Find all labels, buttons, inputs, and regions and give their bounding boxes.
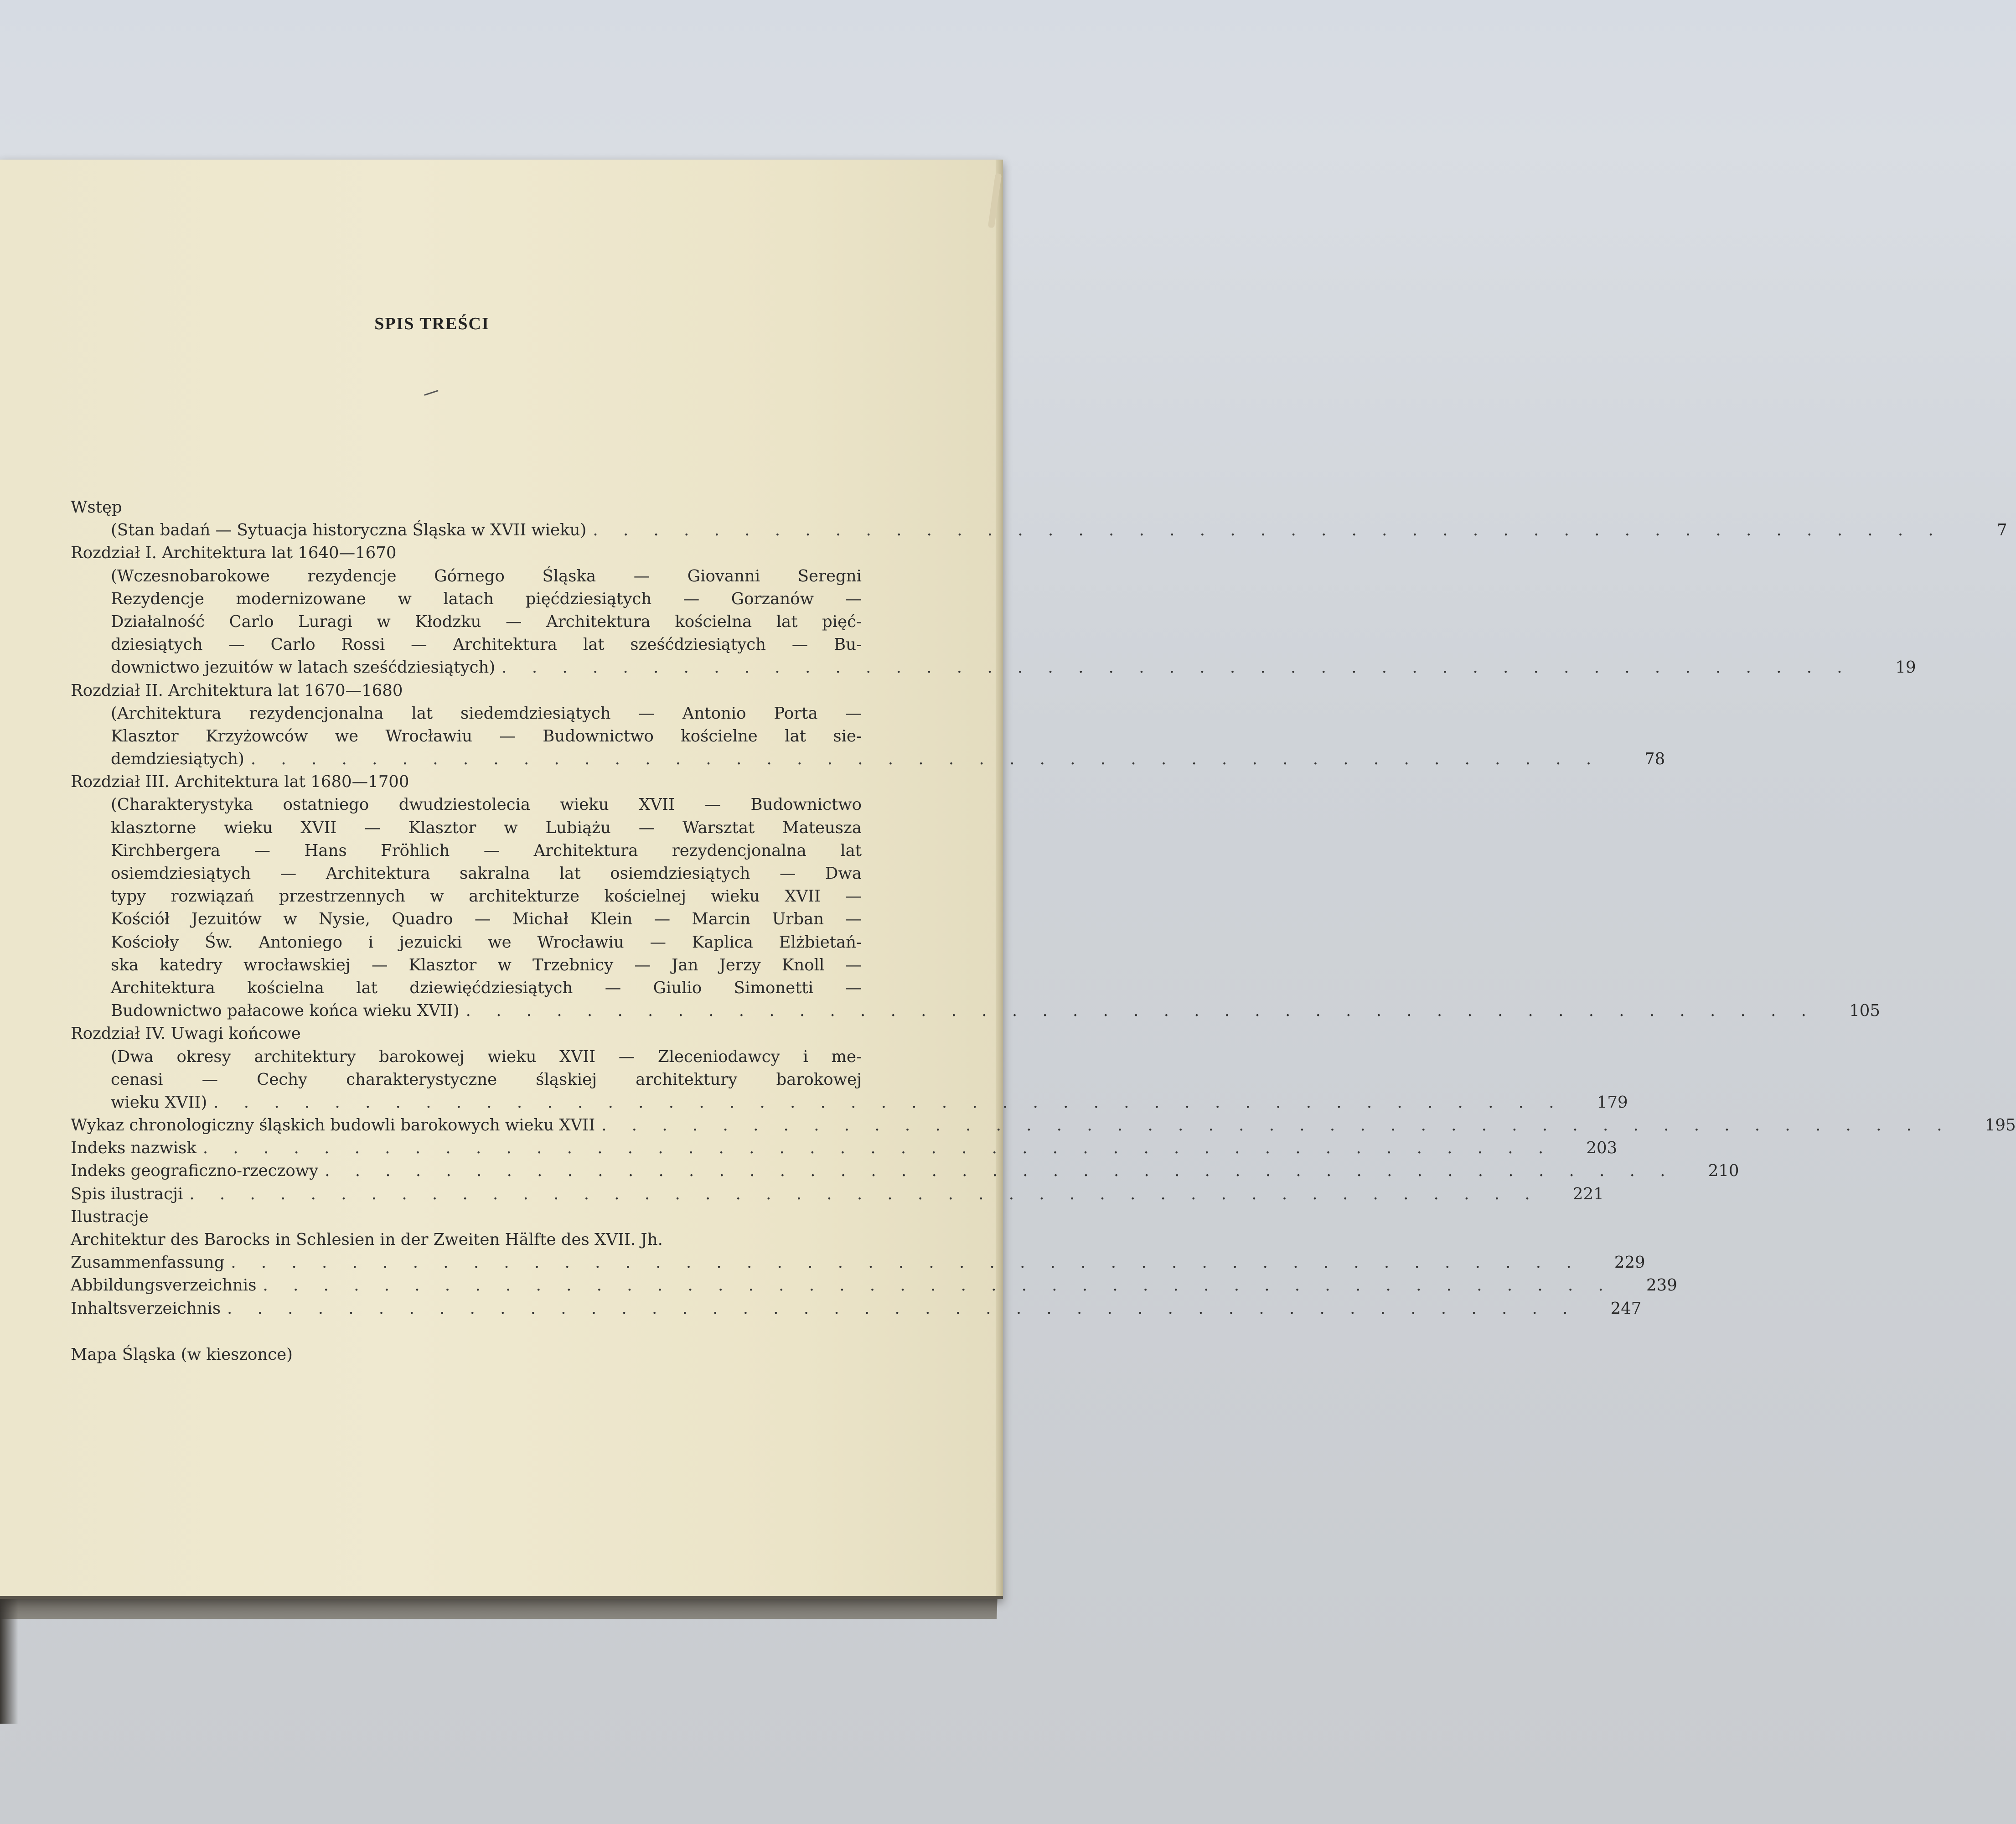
map-note: Mapa Śląska (w kieszonce) xyxy=(71,1345,293,1364)
toc-page-number: 229 xyxy=(1614,1253,1645,1272)
toc-entry-wstep: Wstęp xyxy=(71,498,122,517)
toc-page-number: 247 xyxy=(1610,1299,1642,1318)
toc-entry-abbildungsverzeichnis xyxy=(71,1274,1677,1297)
toc-chapter-1: Rozdział I. Architektura lat 1640—1670 xyxy=(71,544,397,563)
toc-chapter-2: Rozdział II. Architektura lat 1670—1680 xyxy=(71,681,403,700)
toc-entry-text: Inhaltsverzeichnis xyxy=(71,1299,221,1318)
toc-entry-text: Zusammenfassung xyxy=(71,1253,225,1272)
toc-desc-line: (Architektura rezydencjonalna lat siedemdziesiątych — Antonio Porta — xyxy=(111,704,862,723)
page-title: SPIS TREŚCI xyxy=(374,314,490,333)
toc-entry-ilustracje: Ilustracje xyxy=(71,1207,149,1226)
toc-entry-spis-ilustracji xyxy=(71,1183,1604,1206)
toc-desc-line: Kościół Jezuitów w Nysie, Quadro — Michał Klein — Marcin Urban — xyxy=(111,910,862,929)
toc-desc-line: ska katedry wrocławskiej — Klasztor w Trzebnicy — Jan Jerzy Knoll — xyxy=(111,955,862,974)
toc-desc-line: (Wczesnobarokowe rezydencje Górnego Śląska — Giovanni Seregni xyxy=(111,566,862,586)
toc-entry-text: Indeks nazwisk xyxy=(71,1139,196,1158)
toc-desc-line: Architektura kościelna lat dziewięćdziesiątych — Giulio Simonetti — xyxy=(111,978,862,997)
leader-dots: . . . . . . . . . . . . . . . . . . . . . . . . . . . . . . . . . . . . . . . . . . . . . xyxy=(202,1139,1554,1158)
toc-desc-line: Kirchbergera — Hans Fröhlich — Architektura rezydencjonalna lat xyxy=(111,841,862,860)
toc-desc-line: klasztorne wieku XVII — Klasztor w Lubiążu — Warsztat Mateusza xyxy=(111,818,862,837)
toc-entry-text: downictwo jezuitów w latach sześćdziesiątych) xyxy=(111,658,496,677)
toc-page-number: 221 xyxy=(1572,1184,1604,1203)
toc-page-number: 78 xyxy=(1644,750,1665,769)
leader-dots: . . . . . . . . . . . . . . . . . . . . . . . . . . . . . . . . . . . . . . . . . . . . . xyxy=(465,1001,1816,1021)
toc-desc-last-line xyxy=(71,1091,1628,1114)
leader-dots: . . . . . . . . . . . . . . . . . . . . . . . . . . . . . . . . . . . . . . . . . . . . . xyxy=(263,1276,1613,1295)
toc-entry-text: Budownictwo pałacowe końca wieku XVII) xyxy=(111,1001,460,1021)
leader-dots: . . . . . . . . . . . . . . . . . . . . . . . . . . . . . . . . . . . . . . . . . . . . . xyxy=(189,1184,1540,1203)
toc-entry-inhaltsverzeichnis xyxy=(71,1297,1642,1320)
leader-dots: . . . . . . . . . . . . . . . . . . . . . . . . . . . . . . . . . . . . . . . . . . . . . xyxy=(601,1116,1952,1135)
toc-page-number: 239 xyxy=(1646,1276,1677,1295)
toc-entry-text: Wykaz chronologiczny śląskich budowli barokowych wieku XVII xyxy=(71,1116,595,1135)
toc-page-number: 105 xyxy=(1849,1001,1880,1021)
toc-entry-wstep-desc xyxy=(71,519,2007,542)
toc-desc-line: osiemdziesiątych — Architektura sakralna lat osiemdziesiątych — Dwa xyxy=(111,864,862,883)
toc-desc-line: cenasi — Cechy charakterystyczne śląskiej architektury barokowej xyxy=(111,1070,862,1089)
toc-chapter-4: Rozdział IV. Uwagi końcowe xyxy=(71,1024,301,1043)
cover-shadow xyxy=(0,1587,18,1724)
toc-desc-line: Klasztor Krzyżowców we Wrocławiu — Budownictwo kościelne lat sie- xyxy=(111,726,862,746)
toc-chapter-3: Rozdział III. Architektura lat 1680—1700 xyxy=(71,772,409,792)
toc-entry-indeks-geo xyxy=(71,1160,1739,1182)
toc-desc-last-line xyxy=(71,1000,1880,1022)
table-of-contents xyxy=(71,496,2016,1320)
toc-entry-text: demdziesiątych) xyxy=(111,750,244,769)
page-edge xyxy=(996,160,1003,1596)
leader-dots: . . . . . . . . . . . . . . . . . . . . . . . . . . . . . . . . . . . . . . . . . . . . . xyxy=(231,1253,1582,1272)
toc-desc-line: Działalność Carlo Luragi w Kłodzku — Architektura kościelna lat pięć- xyxy=(111,612,862,631)
toc-page-number: 179 xyxy=(1597,1093,1628,1112)
leader-dots: . . . . . . . . . . . . . . . . . . . . . . . . . . . . . . . . . . . . . . . . . . . . . xyxy=(250,750,1602,769)
toc-entry-text: Abbildungsverzeichnis xyxy=(71,1276,257,1295)
toc-entry-text: Spis ilustracji xyxy=(71,1184,183,1203)
toc-entry-wykaz xyxy=(71,1114,2016,1137)
toc-page-number: 7 xyxy=(1997,521,2007,540)
toc-desc-line: (Dwa okresy architektury barokowej wieku XVII — Zleceniodawcy i me- xyxy=(111,1047,862,1066)
leader-dots: . . . . . . . . . . . . . . . . . . . . . . . . . . . . . . . . . . . . . . . . . . . . . xyxy=(593,521,1944,540)
toc-desc-line: dziesiątych — Carlo Rossi — Architektura lat sześćdziesiątych — Bu- xyxy=(111,635,862,654)
leader-dots: . . . . . . . . . . . . . . . . . . . . . . . . . . . . . . . . . . . . . . . . . . . . . xyxy=(213,1093,1564,1112)
leader-dots: . . . . . . . . . . . . . . . . . . . . . . . . . . . . . . . . . . . . . . . . . . . . . xyxy=(227,1299,1578,1318)
toc-entry-text: (Stan badań — Sytuacja historyczna Śląska w XVII wieku) xyxy=(111,521,587,540)
leader-dots: . . . . . . . . . . . . . . . . . . . . . . . . . . . . . . . . . . . . . . . . . . . . . xyxy=(501,658,1852,677)
toc-desc-last-line xyxy=(71,748,1665,771)
toc-desc-line: Rezydencje modernizowane w latach pięćdziesiątych — Gorzanów — xyxy=(111,589,862,608)
toc-desc-line: Kościoły Św. Antoniego i jezuicki we Wrocławiu — Kaplica Elżbietań- xyxy=(111,933,862,952)
toc-page-number: 210 xyxy=(1708,1161,1739,1181)
toc-desc-line: typy rozwiązań przestrzennych w architekturze kościelnej wieku XVII — xyxy=(111,887,862,906)
toc-entry-indeks-nazwisk xyxy=(71,1137,1618,1160)
toc-entry-zusammenfassung xyxy=(71,1251,1645,1274)
toc-entry-architektur: Architektur des Barocks in Schlesien in der Zweiten Hälfte des XVII. Jh. xyxy=(71,1230,663,1249)
toc-entry-text: wieku XVII) xyxy=(111,1093,207,1112)
toc-entry-text: Indeks geograficzno-rzeczowy xyxy=(71,1161,319,1181)
leader-dots: . . . . . . . . . . . . . . . . . . . . . . . . . . . . . . . . . . . . . . . . . . . . . xyxy=(325,1161,1675,1181)
toc-page-number: 203 xyxy=(1586,1139,1618,1158)
toc-desc-line: (Charakterystyka ostatniego dwudziestolecia wieku XVII — Budownictwo xyxy=(111,795,862,814)
toc-page-number: 195 xyxy=(1985,1116,2016,1135)
toc-page-number: 19 xyxy=(1895,658,1916,677)
toc-desc-last-line xyxy=(71,656,1916,679)
